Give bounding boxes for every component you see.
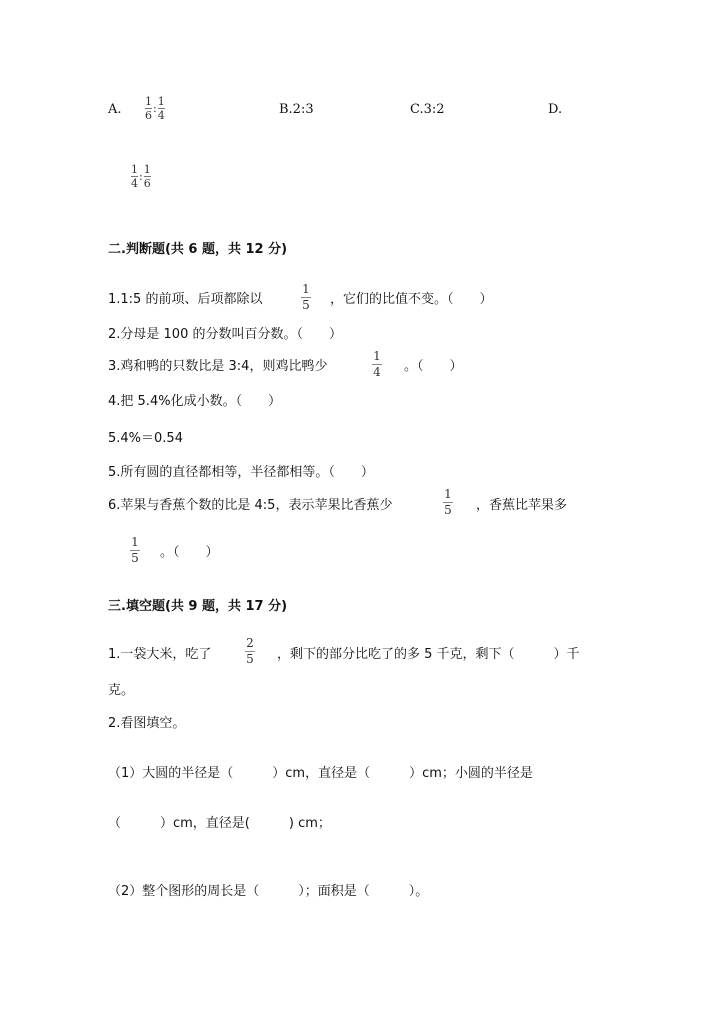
q3-2-part2: （2）整个图形的周长是（ ）；面积是（ ）。 [108, 884, 429, 899]
denominator: 5 [302, 298, 310, 312]
q2-2-text: 2.分母是 100 的分数叫百分数。（ ） [108, 327, 342, 342]
denominator: 5 [131, 551, 139, 565]
choice-d-label: D. [548, 102, 563, 117]
numerator: 2 [246, 636, 254, 650]
choice-c: C.3:2 [410, 102, 445, 117]
q3-1-fraction [245, 637, 255, 666]
numerator: 1 [157, 95, 165, 108]
ratio-colon: : [139, 170, 143, 183]
denominator: 5 [246, 652, 254, 666]
q2-3-text: 3.鸡和鸭的只数比是 3:4，则鸡比鸭少 [108, 359, 328, 374]
denominator: 6 [145, 109, 152, 122]
q2-6-suffix: 。（ ） [160, 545, 219, 560]
denominator: 5 [444, 503, 452, 517]
section-2-heading: 二.判断题(共 6 题，共 12 分) [108, 242, 288, 257]
q2-4-text: 4.把 5.4%化成小数。（ ） [108, 394, 282, 409]
numerator: 1 [131, 535, 139, 549]
denominator: 4 [157, 109, 165, 122]
q3-2-text: 2.看图填空。 [108, 716, 186, 731]
fraction [144, 164, 151, 189]
denominator: 4 [373, 365, 381, 379]
q3-2-part1-line1: （1）大圆的半径是（ ）cm，直径是（ ）cm；小圆的半径是 [108, 766, 533, 781]
choice-a-ratio [145, 96, 165, 121]
fraction [131, 164, 138, 189]
q2-6-text: 6.苹果与香蕉个数的比是 4:5，表示苹果比香蕉少 [108, 498, 393, 513]
numerator: 1 [302, 282, 310, 296]
ratio-colon: : [153, 102, 157, 115]
q2-1-fraction [301, 283, 311, 312]
numerator: 1 [373, 349, 381, 363]
q3-1-continuation: 克。 [108, 683, 135, 698]
fraction [145, 96, 152, 121]
q3-2-part1-line2: （ ）cm，直径是( ) cm； [108, 816, 331, 831]
numerator: 1 [444, 487, 452, 501]
numerator: 1 [143, 163, 151, 176]
choice-d-ratio [131, 164, 151, 189]
denominator: 4 [131, 177, 138, 190]
q2-5-text: 5.所有圆的直径都相等，半径都相等。（ ） [108, 465, 374, 480]
choice-a-label: A. [108, 102, 122, 117]
q3-1-suffix: ，剩下的部分比吃了的多 5 千克，剩下（ ）千 [277, 647, 580, 662]
q2-1-text: 1.1:5 的前项、后项都除以 [108, 292, 263, 307]
numerator: 1 [145, 95, 152, 108]
q2-4-answer: 5.4%＝0.54 [108, 431, 183, 446]
denominator: 6 [143, 177, 151, 190]
q2-6-middle: ，香蕉比苹果多 [476, 498, 568, 513]
q2-1-suffix: ，它们的比值不变。（ ） [330, 292, 493, 307]
q2-3-suffix: 。（ ） [404, 359, 463, 374]
q2-6-fraction-2 [130, 536, 140, 565]
numerator: 1 [131, 163, 138, 176]
q2-3-fraction [372, 350, 382, 379]
choice-b: B.2:3 [279, 102, 314, 117]
section-3-heading: 三.填空题(共 9 题，共 17 分) [108, 599, 288, 614]
q3-1-text: 1.一袋大米，吃了 [108, 647, 212, 662]
q2-6-fraction-1 [443, 488, 453, 517]
fraction [158, 96, 165, 121]
